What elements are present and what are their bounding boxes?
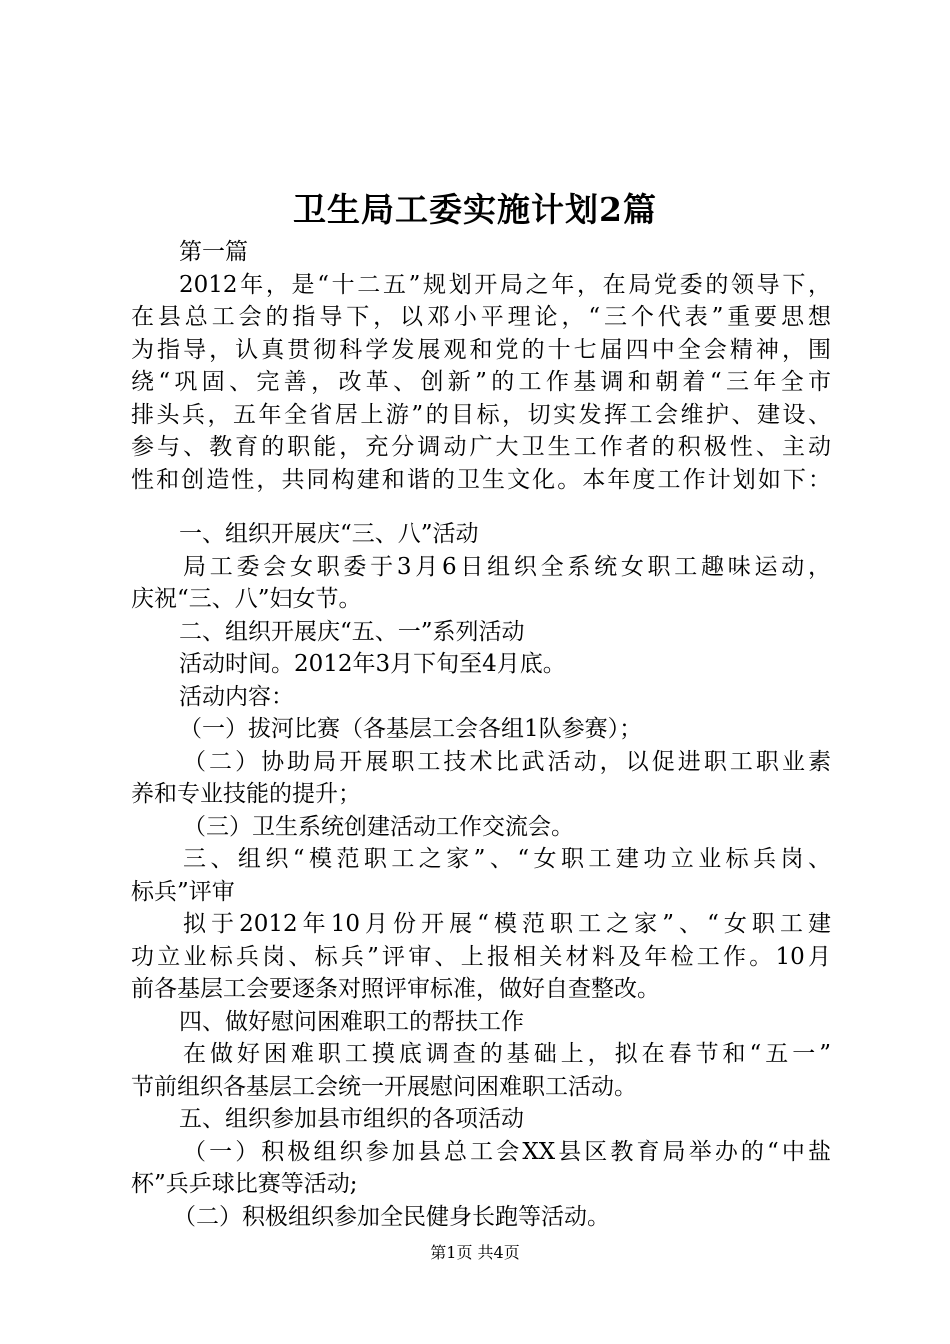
list-item: （一）拔河比赛（各基层工会各组1队参赛）；	[179, 716, 643, 742]
paragraph-line: 庆祝“三、八”妇女节。	[131, 586, 362, 612]
paragraph-line: 为指导，认真贯彻科学发展观和党的十七届四中全会精神，围	[131, 336, 831, 363]
list-item: 杯”兵乒球比赛等活动;	[131, 1171, 358, 1197]
list-item: 养和专业技能的提升；	[131, 781, 361, 807]
paragraph-line: 节前组织各基层工会统一开展慰问困难职工活动。	[131, 1073, 637, 1100]
list-item: （三）卫生系统创建活动工作交流会。	[183, 813, 574, 840]
paragraph-line: 绕“巩固、完善，改革、创新”的工作基调和朝着“三年全市	[131, 369, 831, 395]
paragraph-line: 前各基层工会要逐条对照评审标准，做好自查整改。	[131, 976, 660, 1002]
list-item: （一）积极组织参加县总工会XX县区教育局举办的“中盐	[183, 1138, 831, 1165]
paragraph-line: 性和创造性，共同构建和谐的卫生文化。本年度工作计划如下：	[131, 466, 831, 493]
paragraph-line: 排头兵，五年全省居上游”的目标，切实发挥工会维护、建设、	[131, 401, 831, 428]
section-heading: 标兵”评审	[131, 878, 235, 905]
paragraph-line: 2012年，是“十二五”规划开局之年，在局党委的领导下，	[179, 271, 831, 298]
paragraph-line: 活动时间。2012年3月下旬至4月底。	[179, 651, 566, 677]
paragraph-line: 在做好困难职工摸底调查的基础上，拟在春节和“五一”	[183, 1041, 831, 1067]
paragraph-gap	[131, 496, 831, 518]
list-item: （二）协助局开展职工技术比武活动，以促进职工职业素	[183, 748, 831, 775]
section-heading: 三、组织“模范职工之家”、“女职工建功立业标兵岗、	[183, 846, 831, 872]
paragraph-line: 在县总工会的指导下，以邓小平理论，“三个代表”重要思想	[131, 304, 831, 330]
document-body	[131, 236, 831, 1233]
document-title: 卫生局工委实施计划2篇	[293, 190, 657, 229]
section-heading: 第一篇	[179, 239, 248, 265]
paragraph-line: 活动内容：	[179, 683, 294, 710]
list-item: （二）积极组织参加全民健身长跑等活动。	[173, 1203, 610, 1230]
section-heading: 一、组织开展庆“三、八”活动	[179, 521, 479, 547]
section-heading: 五、组织参加县市组织的各项活动	[179, 1106, 524, 1132]
page-number: 第1页 共4页	[430, 1243, 520, 1262]
paragraph-line: 功立业标兵岗、标兵”评审、上报相关材料及年检工作。10月	[131, 943, 831, 970]
paragraph-line: 参与、教育的职能，充分调动广大卫生工作者的积极性、主动	[131, 434, 831, 460]
paragraph-line: 拟于2012年10月份开展“模范职工之家”、“女职工建	[183, 911, 831, 937]
paragraph-line: 局工委会女职委于3月6日组织全系统女职工趣味运动，	[183, 553, 831, 580]
section-heading: 二、组织开展庆“五、一”系列活动	[179, 618, 525, 645]
section-heading: 四、做好慰问困难职工的帮扶工作	[179, 1008, 524, 1035]
